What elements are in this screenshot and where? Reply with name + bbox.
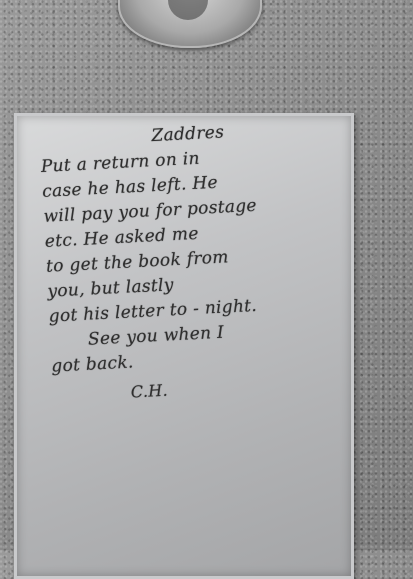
portrait-medallion — [118, 0, 262, 48]
portrait-photo — [168, 0, 208, 20]
note-line: you, but lastly — [46, 275, 175, 302]
note-line: got his letter to - night. — [48, 295, 258, 327]
note-line: case he has left. He — [41, 172, 219, 202]
note-line: Put a return on in — [40, 148, 201, 177]
note-greeting: Zaddres — [150, 122, 225, 147]
note-signature: C.H. — [130, 380, 169, 402]
metal-plaque — [14, 113, 354, 579]
note-line: etc. He asked me — [44, 223, 200, 252]
note-line: will pay you for postage — [43, 195, 258, 227]
note-line: to get the book from — [45, 247, 230, 277]
note-line: See you when I — [87, 322, 225, 350]
note-line: got back. — [50, 352, 135, 377]
handwritten-note — [39, 114, 353, 408]
